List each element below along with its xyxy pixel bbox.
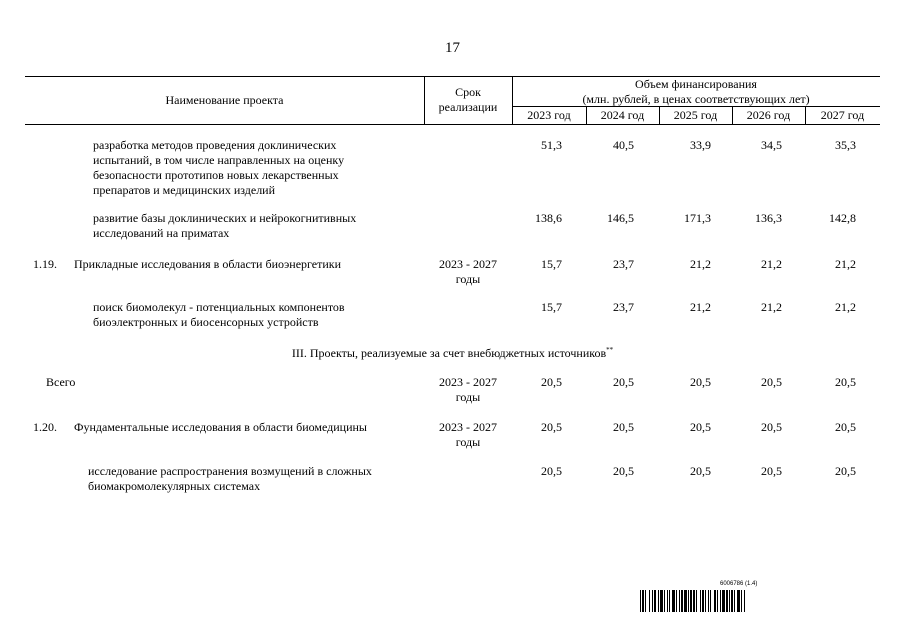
row-number: 1.19.	[33, 257, 57, 271]
row-term-line: 2023 - 2027	[439, 420, 497, 434]
row-name-line: Фундаментальные исследования в области биомедицины	[74, 420, 367, 434]
header-year-2024: 2024 год	[600, 108, 645, 122]
row-term-line: годы	[455, 390, 481, 404]
table-row-name	[93, 211, 413, 241]
row-name-line: поиск биомолекул - потенциальных компонентов	[93, 300, 345, 314]
row-value-2026: 20,5	[761, 375, 782, 389]
header-year-2025: 2025 год	[673, 108, 718, 122]
header-term-text: Срок реализации	[438, 85, 498, 114]
header-year-2027: 2027 год	[820, 108, 865, 122]
header-bottom-rule	[25, 124, 880, 125]
row-name-line: развитие базы доклинических и нейрокогнитивных	[93, 211, 357, 225]
row-value-2027: 35,3	[835, 138, 856, 152]
row-value-2027: 20,5	[835, 375, 856, 389]
row-name-line: исследований на приматах	[93, 226, 230, 240]
row-value-2023: 20,5	[541, 420, 562, 434]
header-funding-subtitle: (млн. рублей, в ценах соответствующих лет)	[582, 92, 810, 106]
row-term	[424, 257, 512, 287]
row-term-line: годы	[455, 272, 481, 286]
header-funding	[512, 77, 880, 107]
row-value-2026: 20,5	[761, 464, 782, 478]
section-title	[0, 346, 905, 361]
header-project-name: Наименование проекта	[165, 93, 284, 107]
row-value-2023: 138,6	[535, 211, 562, 225]
row-name-line: исследование распространения возмущений в сложных	[88, 464, 372, 478]
row-name-line: биомакромолекулярных системах	[88, 479, 261, 493]
row-term-line: годы	[455, 435, 481, 449]
header-year-2026: 2026 год	[746, 108, 791, 122]
table-row-name	[88, 464, 418, 494]
row-number: 1.20.	[33, 420, 57, 434]
row-term-line: 2023 - 2027	[439, 257, 497, 271]
row-value-2024: 20,5	[613, 420, 634, 434]
row-value-2027: 21,2	[835, 300, 856, 314]
row-name-line: препаратов и медицинских изделий	[93, 183, 276, 197]
row-value-2023: 20,5	[541, 375, 562, 389]
barcode-bar	[745, 590, 746, 612]
total-row-label: Всего	[46, 375, 76, 389]
table-row-name	[93, 138, 413, 198]
row-value-2025: 20,5	[690, 375, 711, 389]
row-value-2024: 146,5	[607, 211, 634, 225]
row-value-2025: 33,9	[690, 138, 711, 152]
row-value-2026: 136,3	[755, 211, 782, 225]
row-name-line: безопасности прототипов новых лекарственных	[93, 168, 339, 182]
row-value-2024: 20,5	[613, 464, 634, 478]
row-value-2023: 51,3	[541, 138, 562, 152]
row-value-2024: 23,7	[613, 257, 634, 271]
row-value-2027: 20,5	[835, 420, 856, 434]
row-name-line: разработка методов проведения доклинических	[93, 138, 337, 152]
row-value-2024: 23,7	[613, 300, 634, 314]
row-value-2025: 20,5	[690, 464, 711, 478]
row-value-2026: 21,2	[761, 257, 782, 271]
header-funding-title: Объем финансирования	[635, 77, 757, 91]
table-row-name	[93, 300, 413, 330]
row-value-2024: 40,5	[613, 138, 634, 152]
header-term	[424, 85, 512, 115]
section-title-text: III. Проекты, реализуемые за счет внебюджетных источников	[291, 346, 607, 360]
row-value-2026: 20,5	[761, 420, 782, 434]
row-value-2025: 21,2	[690, 300, 711, 314]
row-name-line: биоэлектронных и биосенсорных устройств	[93, 315, 319, 329]
row-value-2026: 21,2	[761, 300, 782, 314]
row-term	[424, 420, 512, 450]
barcode	[640, 590, 858, 612]
header-year-2023: 2023 год	[527, 108, 571, 122]
row-value-2025: 171,3	[684, 211, 711, 225]
row-value-2023: 15,7	[541, 300, 562, 314]
row-value-2027: 21,2	[835, 257, 856, 271]
row-value-2025: 21,2	[690, 257, 711, 271]
row-value-2023: 15,7	[541, 257, 562, 271]
row-value-2025: 20,5	[690, 420, 711, 434]
row-name-line: испытаний, в том числе направленных на оценку	[93, 153, 345, 167]
row-value-2023: 20,5	[541, 464, 562, 478]
row-term	[424, 375, 512, 405]
section-footnote-mark: **	[606, 346, 614, 354]
row-value-2026: 34,5	[761, 138, 782, 152]
row-term-line: 2023 - 2027	[439, 375, 497, 389]
row-name-line: Прикладные исследования в области биоэнергетики	[74, 257, 342, 271]
page-number: 17	[445, 40, 460, 56]
barcode-number: 6006786 (1.4)	[720, 581, 758, 587]
row-value-2024: 20,5	[613, 375, 634, 389]
table-row-name	[74, 420, 419, 435]
row-value-2027: 142,8	[829, 211, 856, 225]
table-row-name	[74, 257, 419, 272]
row-value-2027: 20,5	[835, 464, 856, 478]
